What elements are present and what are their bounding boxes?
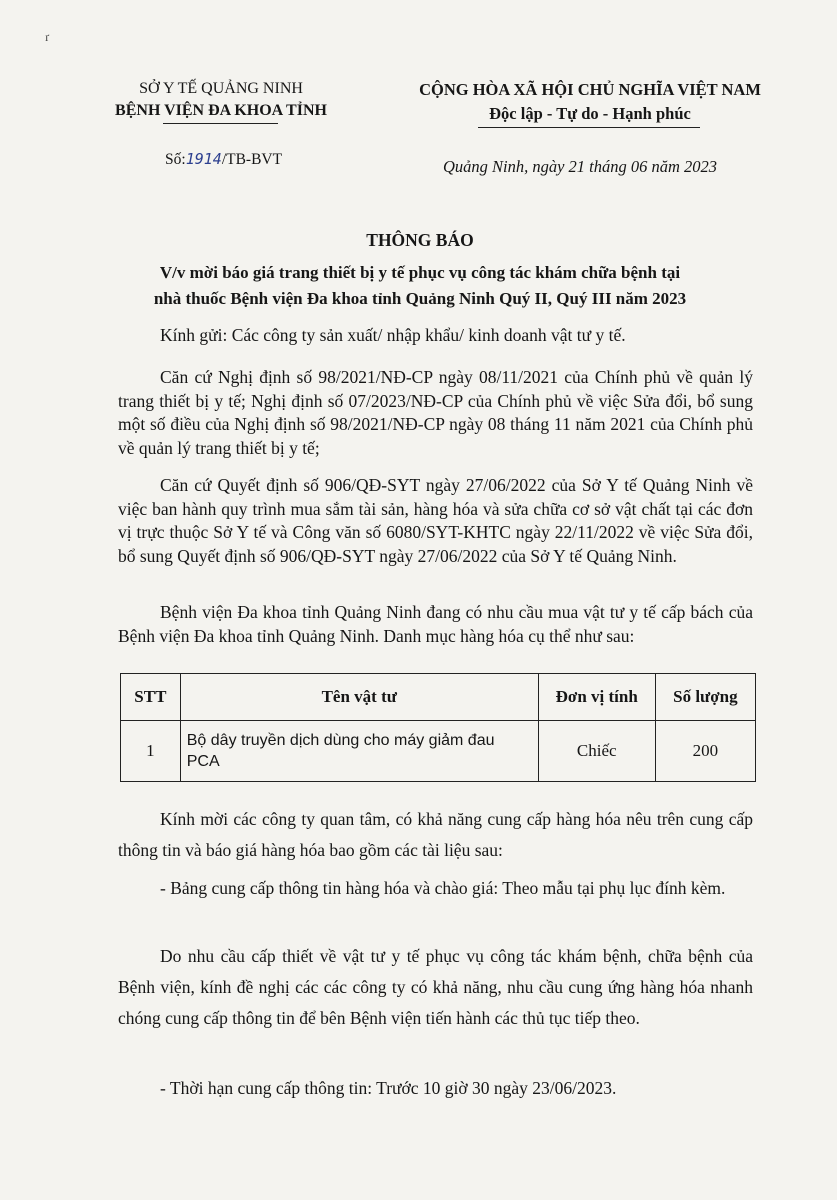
national-motto: Độc lập - Tự do - Hạnh phúc bbox=[489, 104, 691, 123]
motto-underline bbox=[478, 127, 700, 128]
legal-basis-paragraph-1: Căn cứ Nghị định số 98/2021/NĐ-CP ngày 08/11/2021 của Chính phủ về quản lý trang thiết bị y tế; Nghị định số 07/2023/NĐ-CP của Chính phủ về việc Sửa đổi, bổ sung một số điều của Nghị định số 98/2021/NĐ-CP ngày 08 tháng 11 năm 2021 của Chính phủ về quản lý trang thiết bị y tế; bbox=[118, 367, 753, 458]
items-table bbox=[120, 673, 756, 782]
org-name: BỆNH VIỆN ĐA KHOA TỈNH bbox=[115, 102, 327, 119]
doc-no-suffix: /TB-BVT bbox=[221, 151, 283, 168]
document-number bbox=[165, 150, 282, 169]
col-header-unit: Đơn vị tính bbox=[538, 674, 655, 721]
scan-mark: ґ bbox=[45, 30, 50, 44]
org-underline bbox=[163, 123, 278, 124]
deadline-line: - Thời hạn cung cấp thông tin: Trước 10 giờ 30 ngày 23/06/2023. bbox=[160, 1078, 617, 1098]
col-header-item-name: Tên vật tư bbox=[180, 674, 538, 721]
cell-item-name: Bộ dây truyền dịch dùng cho máy giảm đau PCA bbox=[180, 721, 538, 782]
recipient-line: Kính gửi: Các công ty sản xuất/ nhập khẩu/ kinh doanh vật tư y tế. bbox=[160, 325, 626, 345]
org-parent: SỞ Y TẾ QUẢNG NINH bbox=[139, 80, 303, 97]
table-header-row bbox=[121, 674, 756, 721]
doc-no-prefix: Số: bbox=[165, 151, 186, 168]
col-header-quantity: Số lượng bbox=[655, 674, 755, 721]
doc-no-handwritten: 1914 bbox=[185, 150, 222, 168]
purchase-need-paragraph: Bệnh viện Đa khoa tỉnh Quảng Ninh đang có nhu cầu mua vật tư y tế cấp bách của Bệnh viện Đa khoa tỉnh Quảng Ninh. Danh mục hàng hóa cụ thể như sau: bbox=[118, 602, 753, 646]
legal-basis-paragraph-2: Căn cứ Quyết định số 906/QĐ-SYT ngày 27/06/2022 của Sở Y tế Quảng Ninh về việc ban hành quy trình mua sắm tài sản, hàng hóa và sửa chữa cơ sở vật chất tại các đơn vị trực thuộc Sở Y tế và Công văn số 6080/SYT-KHTC ngày 22/11/2022 về việc Sửa đổi, bổ sung Quyết định số 906/QĐ-SYT ngày 27/06/2022 của Sở Y tế Quảng Ninh. bbox=[118, 475, 753, 566]
table-row bbox=[121, 721, 756, 782]
document-title: THÔNG BÁO bbox=[366, 230, 474, 250]
document-date: Quảng Ninh, ngày 21 tháng 06 năm 2023 bbox=[442, 157, 718, 176]
col-header-stt: STT bbox=[121, 674, 181, 721]
cell-unit: Chiếc bbox=[538, 721, 655, 782]
invitation-paragraph: Kính mời các công ty quan tâm, có khả năng cung cấp hàng hóa nêu trên cung cấp thông tin và báo giá hàng hóa bao gồm các tài liệu sau: bbox=[118, 809, 753, 860]
national-title: CỘNG HÒA XÃ HỘI CHỦ NGHĨA VIỆT NAM bbox=[419, 80, 761, 99]
cell-stt: 1 bbox=[121, 721, 181, 782]
document-subject bbox=[80, 260, 760, 312]
cell-quantity: 200 bbox=[655, 721, 755, 782]
subject-line-2: nhà thuốc Bệnh viện Đa khoa tỉnh Quảng Ninh Quý II, Quý III năm 2023 bbox=[153, 289, 687, 308]
required-document-item: - Bảng cung cấp thông tin hàng hóa và chào giá: Theo mẫu tại phụ lục đính kèm. bbox=[160, 878, 726, 898]
request-paragraph: Do nhu cầu cấp thiết về vật tư y tế phục vụ công tác khám bệnh, chữa bệnh của Bệnh viện, kính đề nghị các các công ty có khả năng, nhu cầu cung ứng hàng hóa nhanh chóng cung cấp thông tin để bên Bệnh viện tiến hành các thủ tục tiếp theo. bbox=[118, 946, 753, 1028]
subject-line-1: V/v mời báo giá trang thiết bị y tế phục vụ công tác khám chữa bệnh tại bbox=[159, 263, 681, 282]
